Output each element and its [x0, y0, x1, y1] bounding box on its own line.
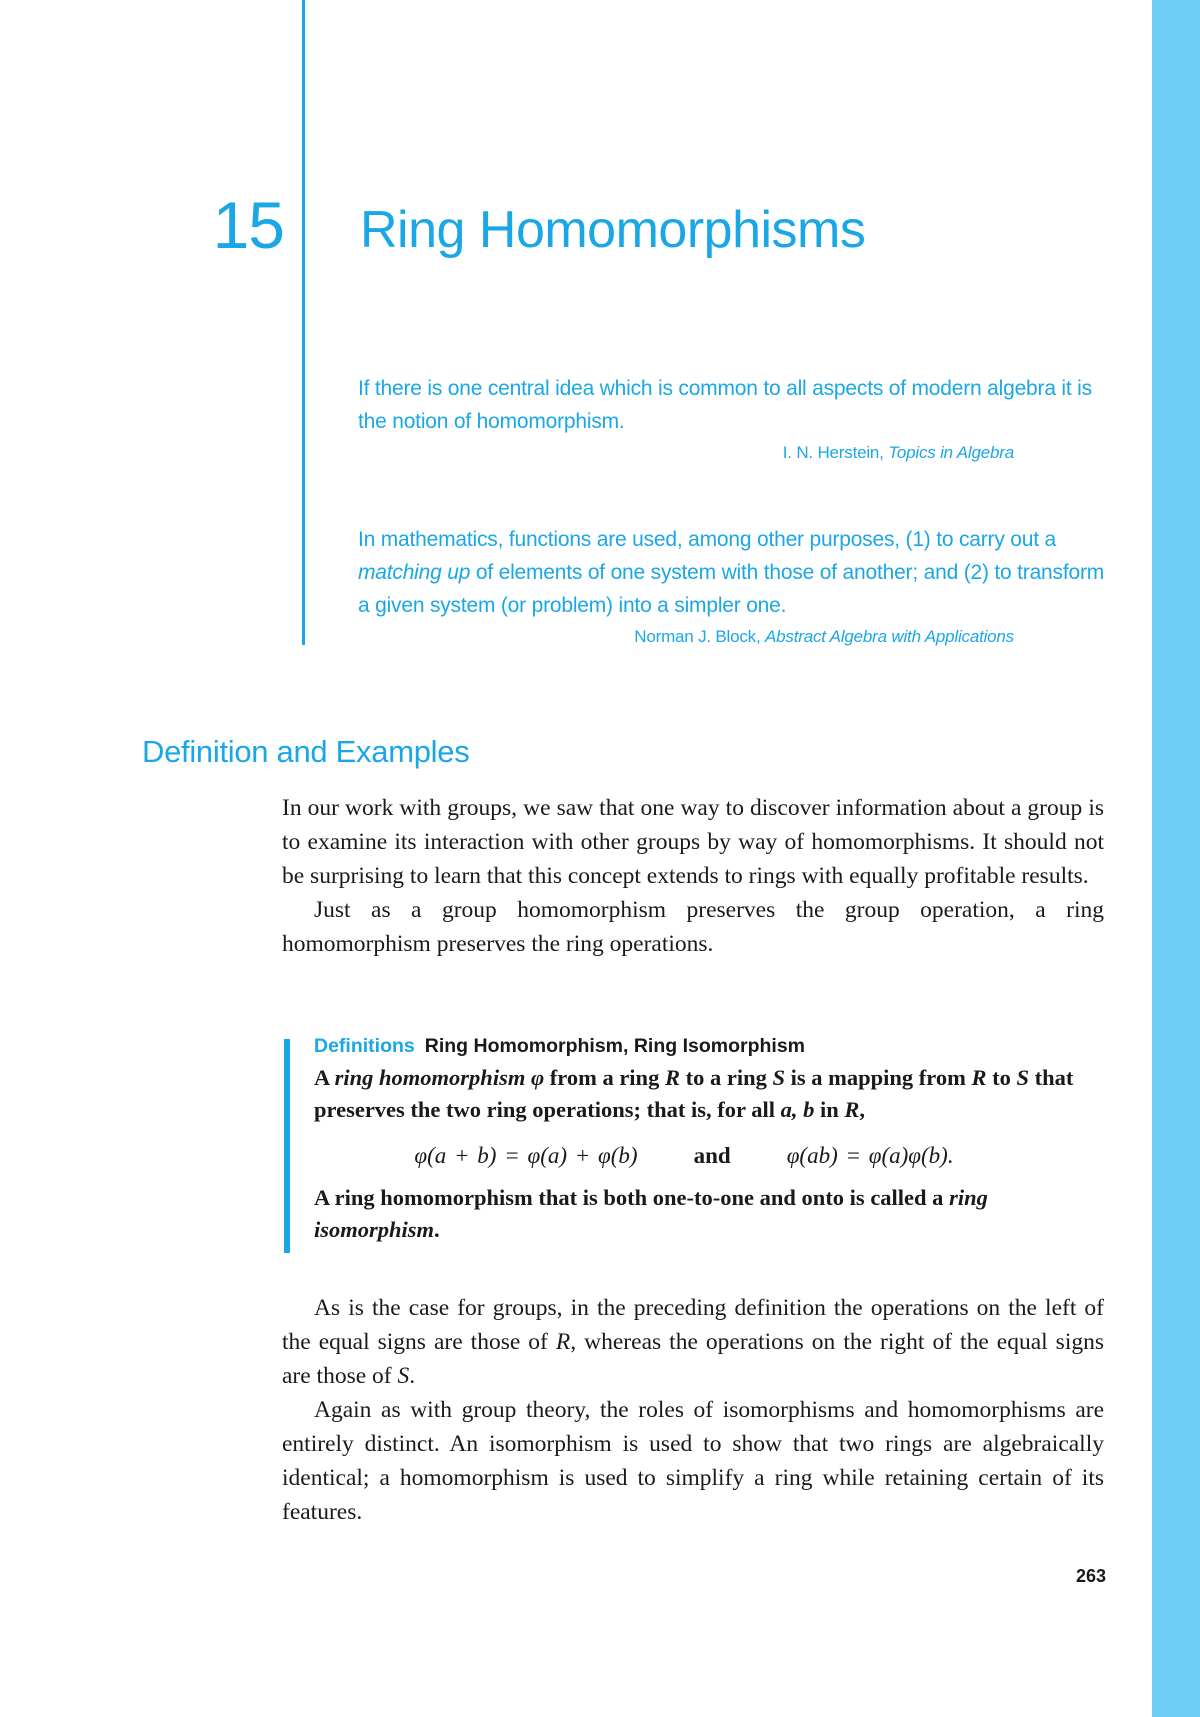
math-symbol: S	[772, 1065, 785, 1090]
definition-statement	[314, 1062, 1074, 1126]
text-run: ,	[859, 1097, 866, 1122]
text-run: is a mapping from	[784, 1065, 972, 1090]
definition-formula	[314, 1140, 1074, 1172]
math-symbol: S	[1016, 1065, 1029, 1090]
epigraph-herstein	[358, 372, 1108, 463]
epigraph-text-part: In mathematics, functions are used, among other purposes, (1) to carry out a	[358, 528, 1056, 551]
text-run: .	[409, 1363, 416, 1389]
math-symbol: S	[397, 1363, 410, 1389]
text-run: that preserves the two ring operations; that is, for all	[314, 1065, 1074, 1122]
chapter-number: 15	[212, 188, 284, 262]
section-heading: Definition and Examples	[142, 734, 470, 769]
epigraph-text-part: of elements of one system with those of another; and (2) to transform a given system (or problem) into a simpler one.	[358, 561, 1105, 617]
page-edge-tab	[1152, 0, 1200, 1717]
paragraph	[282, 1291, 1104, 1393]
text-run: As is the case for groups, in the preceding definition the operations on the left of the equal signs are those of	[282, 1295, 1104, 1355]
epigraph-attribution	[358, 627, 1108, 647]
formula-additive: φ(a + b) = φ(a) + φ(b)	[414, 1143, 638, 1168]
epigraph-text	[358, 523, 1108, 622]
math-symbol: a, b	[780, 1097, 815, 1122]
definition-heading	[314, 1030, 1074, 1062]
epigraph-author: Norman J. Block,	[634, 627, 766, 646]
math-symbol: R	[844, 1097, 860, 1122]
paragraph: Again as with group theory, the roles of isomorphisms and homomorphisms are entirely distinct. An isomorphism is used to show that two rings are algebraically identical; a homomorphism is used to simplify a ring while retaining certain of its features.	[282, 1397, 1104, 1525]
text-run: .	[434, 1217, 440, 1242]
text-run: from a ring	[544, 1065, 665, 1090]
epigraph-author: I. N. Herstein,	[782, 443, 889, 462]
formula-and: and	[693, 1143, 731, 1168]
math-symbol: R	[971, 1065, 987, 1090]
intro-text	[282, 791, 1104, 961]
text-run: to	[986, 1065, 1017, 1090]
epigraph-work: Topics in Algebra	[888, 443, 1014, 462]
definition-marker-bar	[284, 1039, 290, 1253]
epigraph-emphasis: matching up	[358, 561, 471, 584]
text-run: to a ring	[679, 1065, 773, 1090]
epigraph-block	[358, 523, 1108, 647]
definition-label: Definitions	[314, 1035, 415, 1057]
epigraph-text: If there is one central idea which is common to all aspects of modern algebra it is the notion of homomorphism.	[358, 377, 1092, 433]
definition-title: Ring Homomorphism, Ring Isomorphism	[424, 1035, 806, 1057]
text-run: A ring homomorphism that is both one-to-one and onto is called a	[314, 1185, 950, 1210]
text-run: , whereas the operations on the right of the equal signs are those of	[282, 1329, 1104, 1389]
definition-box	[314, 1030, 1074, 1246]
page-number: 263	[1075, 1566, 1106, 1586]
chapter-title: Ring Homomorphisms	[360, 201, 866, 259]
defined-term: ring isomorphism	[314, 1185, 988, 1242]
epigraph-attribution	[358, 443, 1108, 463]
paragraph: In our work with groups, we saw that one way to discover information about a group is to examine its interaction with other groups by way of homomorphisms. It should not be surprising to learn that this concept extends to rings with equally profitable results.	[282, 795, 1104, 889]
paragraph: Just as a group homomorphism preserves the group operation, a ring homomorphism preserves the ring operations.	[282, 897, 1104, 957]
post-definition-text	[282, 1291, 1104, 1529]
definition-closing	[314, 1182, 1074, 1246]
chapter-divider-rule	[302, 0, 305, 645]
text-run: A	[314, 1065, 335, 1090]
math-symbol: R	[555, 1329, 571, 1355]
epigraph-work: Abstract Algebra with Applications	[765, 627, 1014, 646]
text-run: in	[814, 1097, 845, 1122]
math-symbol: R	[664, 1065, 680, 1090]
defined-term: ring homomorphism φ	[334, 1065, 545, 1090]
formula-multiplicative: φ(ab) = φ(a)φ(b).	[786, 1143, 954, 1168]
